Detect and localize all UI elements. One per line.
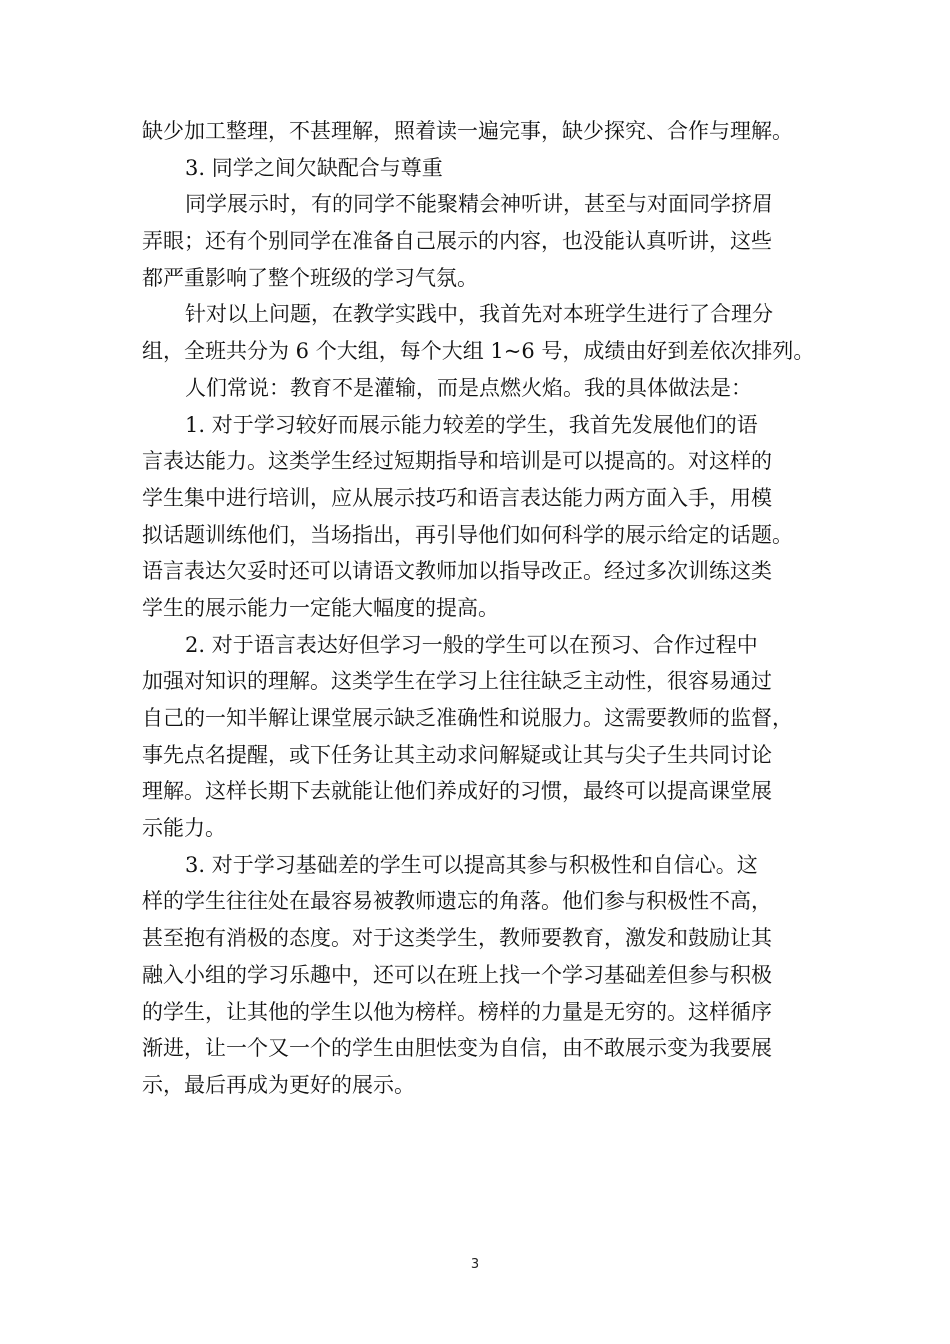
text-line: 语言表达欠妥时还可以请语文教师加以指导改正。经过多次训练这类: [142, 559, 772, 584]
text-line: 样的学生往往处在最容易被教师遗忘的角落。他们参与积极性不高，: [142, 889, 772, 914]
text-line: 缺少加工整理，不甚理解，照着读一遍完事，缺少探究、合作与理解。: [142, 119, 793, 143]
text-line: 示，最后再成为更好的展示。: [142, 1072, 415, 1097]
text-line: 1. 对于学习较好而展示能力较差的学生，我首先发展他们的语: [185, 412, 758, 437]
text-line: 2. 对于语言表达好但学习一般的学生可以在预习、合作过程中: [185, 632, 758, 657]
text-line: 言表达能力。这类学生经过短期指导和培训是可以提高的。对这样的: [142, 449, 772, 474]
text-line: 的学生，让其他的学生以他为榜样。榜样的力量是无穷的。这样循序: [142, 999, 772, 1024]
text-line: 3. 同学之间欠缺配合与尊重: [185, 155, 443, 180]
para-classmates: [142, 186, 832, 296]
text-line: 都严重影响了整个班级的学习气氛。: [142, 265, 478, 290]
text-line: 渐进，让一个又一个的学生由胆怯变为自信，由不敢展示变为我要展: [142, 1036, 772, 1061]
item-3: [142, 847, 832, 1104]
text-line: 甚至抱有消极的态度。对于这类学生，教师要教育，激发和鼓励让其: [142, 926, 772, 951]
para-saying: [142, 370, 832, 407]
text-line: 学生集中进行培训，应从展示技巧和语言表达能力两方面入手，用模: [142, 485, 772, 510]
item-1: [142, 407, 832, 627]
text-line: 弄眼；还有个别同学在准备自己展示的内容，也没能认真听讲，这些: [142, 229, 772, 254]
text-line: 同学展示时，有的同学不能聚精会神听讲，甚至与对面同学挤眉: [185, 192, 773, 217]
page-number: 3: [470, 1257, 480, 1272]
para-continuation: [142, 113, 832, 150]
text-line: 拟话题训练他们，当场指出，再引导他们如何科学的展示给定的话题。: [142, 522, 793, 547]
text-line: 示能力。: [142, 816, 226, 841]
para-grouping: [142, 296, 832, 369]
item-2: [142, 627, 832, 847]
heading-3: [142, 150, 832, 187]
text-line: 学生的展示能力一定能大幅度的提高。: [142, 595, 499, 620]
text-line: 3. 对于学习基础差的学生可以提高其参与积极性和自信心。这: [185, 852, 758, 877]
text-line: 加强对知识的理解。这类学生在学习上往往缺乏主动性，很容易通过: [142, 669, 772, 694]
text-line: 针对以上问题，在教学实践中，我首先对本班学生进行了合理分: [185, 302, 773, 327]
text-line: 事先点名提醒，或下任务让其主动求问解疑或让其与尖子生共同讨论: [142, 742, 772, 767]
text-line: 理解。这样长期下去就能让他们养成好的习惯，最终可以提高课堂展: [142, 779, 772, 804]
text-line: 自己的一知半解让课堂展示缺乏准确性和说服力。这需要教师的监督，: [142, 706, 793, 730]
text-line: 人们常说：教育不是灌输，而是点燃火焰。我的具体做法是：: [185, 375, 752, 400]
text-line: 融入小组的学习乐趣中，还可以在班上找一个学习基础差但参与积极: [142, 962, 772, 987]
text-line: 组，全班共分为 6 个大组，每个大组 1~6 号，成绩由好到差依次排列。: [142, 339, 815, 364]
document-body: [142, 113, 832, 1104]
